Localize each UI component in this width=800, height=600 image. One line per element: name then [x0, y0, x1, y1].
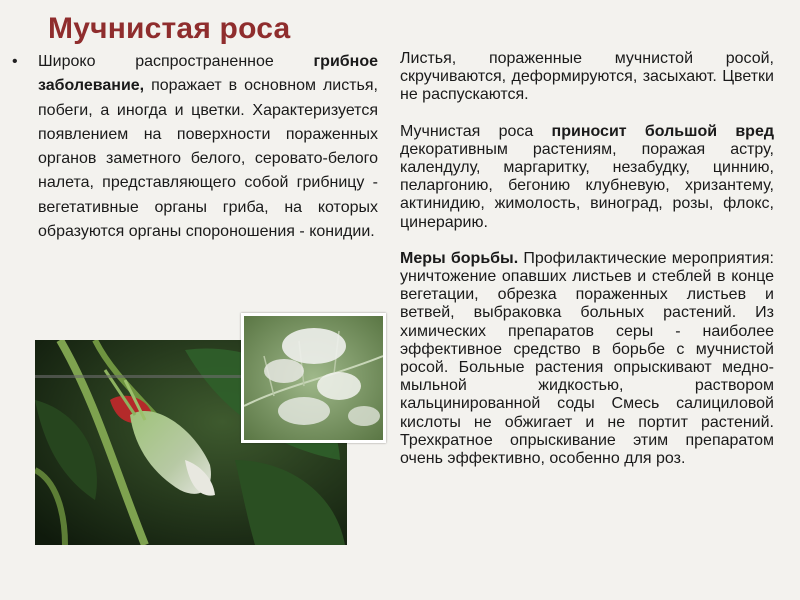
- right-text-block: [400, 50, 774, 468]
- slide-title: Мучнистая роса: [48, 12, 291, 45]
- left-text-block: [38, 50, 378, 244]
- damage-text-a: Мучнистая роса: [400, 122, 552, 140]
- control-body-text: Профилактические мероприятия: уничтожение опавших листьев и стеблей в конце вегетации, обрезка пораженных листьев и ветвей, выбраковка больных растений. Из химических препаратов серы - наиболее эффективное средство в борьбе с мучнистой росой. Больные растения опрыскивают медно-мыльной жидкостью, раствором кальцинированной соды Смесь салициловой кислоты не обжигает и не портит растений. Трехкратное опрыскивание этим препаратом очень эффективно, особенно для роз.: [400, 249, 774, 468]
- damage-text-b: декоративным растениям, поражая астру, календулу, маргаритку, незабудку, циннию, пеларгонию, бегонию клубневую, хризантему, актинидию, жимолость, виноград, розы, флокс, цинерарию.: [400, 140, 774, 231]
- control-paragraph: [400, 250, 774, 468]
- damage-bold-text: приносит большой вред: [551, 122, 774, 140]
- symptoms-paragraph: Листья, пораженные мучнистой росой, скручиваются, деформируются, засыхают. Цветки не распускаются.: [400, 50, 774, 104]
- bullet-marker: •: [12, 53, 18, 70]
- control-heading: Меры борьбы.: [400, 249, 519, 267]
- left-body-text: поражает в основном листья, побеги, а иногда и цветки. Характеризуется появлением на поверхности пораженных органов заметного белого, серовато-белого налета, представляющего собой грибницу - вегетативные органы гриба, на которых образуются органы спороношения - конидии.: [38, 77, 378, 241]
- infected-leaf-photo: [241, 313, 386, 443]
- intro-bold-text: грибное заболевание,: [38, 53, 378, 95]
- damage-paragraph: [400, 123, 774, 232]
- intro-text: Широко распространенное: [38, 53, 314, 70]
